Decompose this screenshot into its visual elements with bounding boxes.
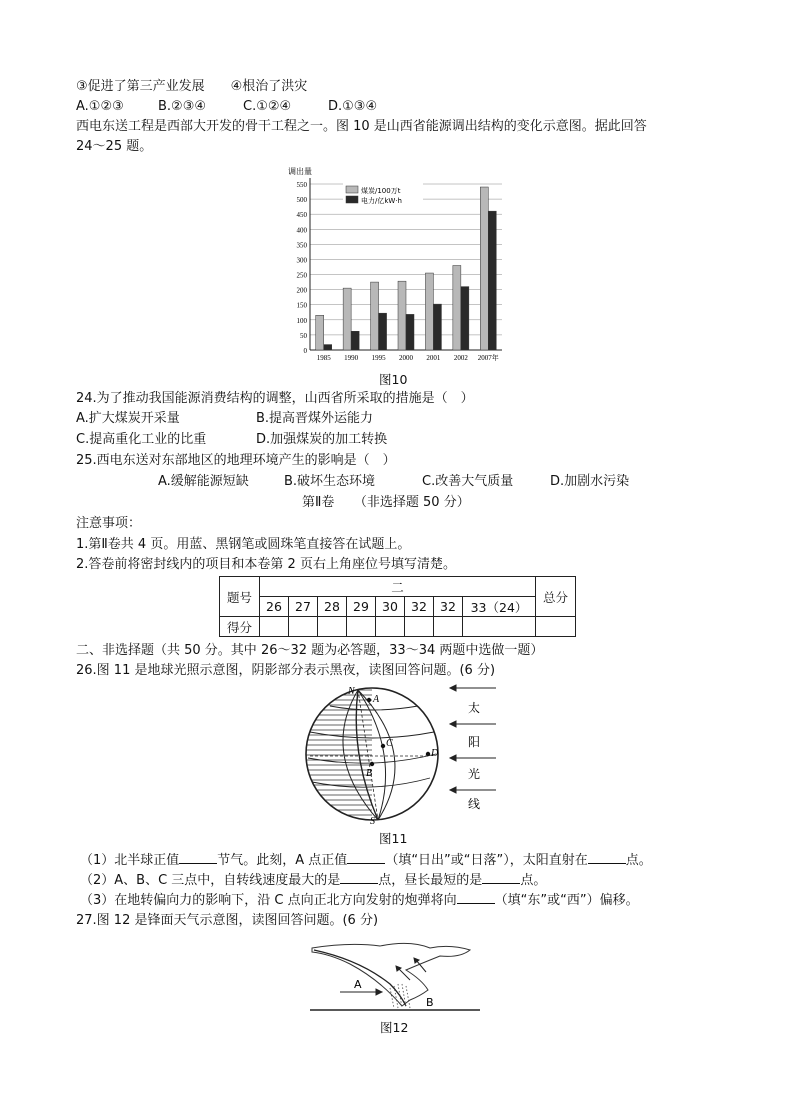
- score-cell[interactable]: [463, 617, 536, 637]
- col-header: 26: [260, 597, 289, 617]
- intro-text-cont: 24～25 题。: [76, 139, 153, 154]
- label-s: S: [370, 816, 375, 824]
- answer-blank[interactable]: [347, 851, 385, 864]
- bar: [425, 273, 433, 350]
- q24-options-row1: [76, 410, 373, 428]
- score-cell[interactable]: [376, 617, 405, 637]
- score-cell[interactable]: [536, 617, 576, 637]
- bar: [371, 282, 379, 350]
- q24-option-b: B.提高晋煤外运能力: [256, 411, 374, 426]
- x-tick-label: 2000: [399, 354, 413, 362]
- score-cell[interactable]: [260, 617, 289, 637]
- label-n: N: [348, 686, 355, 697]
- y-axis-label: 调出量: [288, 167, 312, 176]
- x-tick-label: 2002: [453, 354, 468, 362]
- q26-2-text: （2）A、B、C 三点中，自转线速度最大的是: [80, 873, 341, 888]
- q24-option-d: D.加强煤炭的加工转换: [256, 432, 388, 447]
- q26-2-text: 点，昼长最短的是: [378, 873, 483, 888]
- option-a: A.①②③: [76, 99, 124, 114]
- bar: [488, 211, 496, 350]
- label-c: C: [386, 738, 393, 749]
- option-b: B.②③④: [158, 99, 207, 114]
- x-tick-label: 1985: [316, 354, 331, 362]
- label-b: B: [366, 768, 373, 779]
- legend-label: 煤炭/100万t: [361, 187, 401, 195]
- col-header: 32: [434, 597, 463, 617]
- sun-char: 太: [468, 701, 481, 715]
- y-tick-label: 500: [296, 196, 307, 205]
- fig12-caption: 图12: [380, 1020, 409, 1035]
- point-c: [381, 744, 385, 748]
- option-d: D.①③④: [328, 99, 378, 114]
- score-table: [219, 576, 576, 637]
- point-d: [426, 752, 430, 756]
- fig11-earth-illumination: [300, 684, 500, 824]
- note-1: 1.第Ⅱ卷共 4 页。用蓝、黑钢笔或圆珠笔直接答在试题上。: [76, 537, 411, 552]
- q26-2-text: 点。: [520, 873, 547, 888]
- q22-option-line: ③促进了第三产业发展 ④根治了洪灾: [76, 79, 308, 94]
- answer-blank[interactable]: [340, 871, 378, 884]
- x-tick-label: 2007年: [477, 354, 499, 362]
- option-c: C.①②④: [243, 99, 292, 114]
- y-tick-label: 300: [296, 256, 307, 265]
- q25-option-b: B.破坏生态环境: [284, 474, 376, 489]
- score-cell[interactable]: [318, 617, 347, 637]
- bar: [343, 288, 351, 350]
- answer-blank[interactable]: [457, 891, 495, 904]
- x-tick-label: 2001: [426, 354, 441, 362]
- bar: [324, 345, 332, 350]
- legend-swatch: [346, 196, 358, 203]
- y-tick-label: 250: [296, 271, 307, 280]
- q27-stem: 27.图 12 是锋面天气示意图，读图回答问题。(6 分): [76, 913, 379, 928]
- y-tick-label: 400: [296, 226, 307, 235]
- q25-option-d: D.加剧水污染: [550, 474, 630, 489]
- y-tick-label: 0: [303, 347, 307, 355]
- y-tick-label: 150: [296, 301, 307, 310]
- y-tick-label: 50: [300, 331, 307, 340]
- y-tick-label: 450: [296, 211, 307, 220]
- bar: [433, 304, 441, 350]
- q26-1-text: （1）北半球正值: [80, 853, 180, 868]
- answer-blank[interactable]: [482, 871, 520, 884]
- q24-option-c: C.提高重化工业的比重: [76, 432, 207, 447]
- q25-options: [158, 473, 629, 491]
- note-2: 2.答卷前将密封线内的项目和本卷第 2 页右上角座位号填写清楚。: [76, 557, 456, 572]
- tihao-header: 题号: [220, 577, 260, 617]
- point-b: [370, 762, 374, 766]
- q25-option-a: A.缓解能源短缺: [158, 474, 249, 489]
- sun-char: 阳: [468, 735, 481, 749]
- y-tick-label: 100: [296, 316, 307, 325]
- bar: [480, 187, 488, 350]
- q24-options-row2: [76, 431, 387, 449]
- point-a: [367, 698, 371, 702]
- score-cell[interactable]: [434, 617, 463, 637]
- night-hatching: [304, 684, 372, 824]
- q26-1-text: 点。: [625, 853, 652, 868]
- notes-heading: 注意事项：: [76, 516, 142, 531]
- score-cell[interactable]: [405, 617, 434, 637]
- bar: [316, 315, 324, 350]
- col-header: 30: [376, 597, 405, 617]
- bar: [406, 314, 414, 350]
- q25-option-c: C.改善大气质量: [422, 474, 514, 489]
- x-tick-label: 1990: [344, 354, 359, 362]
- fig11-caption: 图11: [379, 831, 408, 846]
- col-header: 33（24）: [463, 597, 536, 617]
- fig12-front-diagram: [310, 940, 480, 1015]
- col-header: 27: [289, 597, 318, 617]
- bar: [379, 313, 387, 350]
- y-tick-label: 550: [296, 181, 307, 189]
- y-tick-label: 350: [296, 241, 307, 250]
- legend-label: 电力/亿kW·h: [361, 197, 402, 205]
- q26-part1: [80, 851, 652, 870]
- col-header: 29: [347, 597, 376, 617]
- total-header: 总分: [536, 577, 576, 617]
- bar: [351, 331, 359, 350]
- bar: [398, 281, 406, 350]
- q25-stem: 25.西电东送对东部地区的地理环境产生的影响是（ ）: [76, 453, 396, 468]
- legend-swatch: [346, 186, 358, 193]
- answer-blank[interactable]: [179, 851, 217, 864]
- col-header: 28: [318, 597, 347, 617]
- q26-1-text: （填“日出”或“日落”），太阳直射在: [385, 853, 588, 868]
- cloud: [312, 943, 470, 1006]
- bar: [461, 287, 469, 350]
- label-a: A: [373, 694, 380, 705]
- bar: [453, 265, 461, 350]
- q26-stem: 26.图 11 是地球光照示意图，阴影部分表示黑夜，读图回答问题。(6 分): [76, 663, 496, 678]
- q24-stem: 24.为了推动我国能源消费结构的调整，山西省所采取的措施是（ ）: [76, 391, 474, 406]
- sun-char: 线: [468, 797, 481, 811]
- score-row-label: 得分: [220, 617, 260, 637]
- q26-1-text: 节气。此刻，A 点正值: [217, 853, 348, 868]
- section-2-heading: 二、非选择题（共 50 分。其中 26～32 题为必答题，33～34 两题中选做一题）: [76, 643, 544, 658]
- q26-part3: [80, 891, 639, 910]
- sun-char: 光: [468, 767, 481, 781]
- label-d: D: [431, 748, 439, 759]
- answer-blank[interactable]: [588, 851, 626, 864]
- volume-2-title: 第Ⅱ卷 （非选择题 50 分）: [302, 495, 470, 510]
- intro-text: 西电东送工程是西部大开发的骨干工程之一。图 10 是山西省能源调出结构的变化示意图。据此回答: [76, 119, 647, 134]
- q26-3-text: （填“东”或“西”）偏移。: [494, 893, 639, 908]
- q26-part2: [80, 871, 546, 890]
- score-cell[interactable]: [289, 617, 318, 637]
- score-cell[interactable]: [347, 617, 376, 637]
- q23-options: [76, 98, 377, 116]
- q26-3-text: （3）在地转偏向力的影响下，沿 C 点向正北方向发射的炮弹将向: [80, 893, 457, 908]
- fig10-bar-chart: [280, 164, 510, 364]
- q24-option-a: A.扩大煤炭开采量: [76, 411, 180, 426]
- label-b: B: [426, 996, 434, 1009]
- section-two-header: 二: [260, 577, 536, 597]
- fig10-caption: 图10: [379, 372, 408, 387]
- y-tick-label: 200: [296, 286, 307, 295]
- x-tick-label: 1995: [371, 354, 386, 362]
- col-header: 32: [405, 597, 434, 617]
- label-a: A: [354, 978, 362, 991]
